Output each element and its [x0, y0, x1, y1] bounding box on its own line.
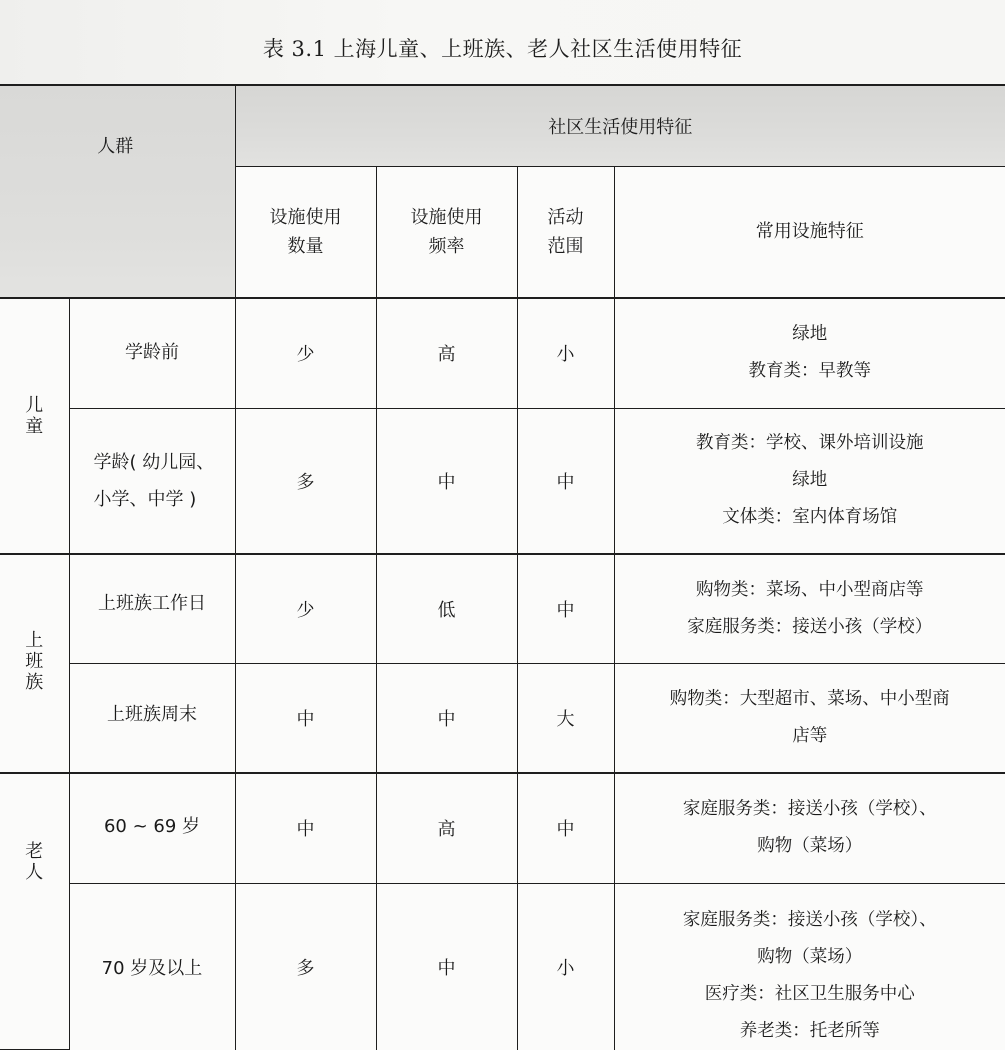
cell-quantity: 多: [235, 883, 376, 1050]
cell-range: 中: [517, 408, 614, 554]
header-common-facility-features: 常用设施特征: [614, 166, 1005, 298]
table-row: [0, 408, 1005, 554]
header-population-label: 人群: [97, 135, 134, 157]
header-facility-quantity: 设施使用 数量: [235, 166, 376, 298]
cell-frequency: 中: [376, 408, 517, 554]
cell-frequency: 高: [376, 773, 517, 883]
cell-features: 购物类：大型超市、菜场、中小型商 店等: [614, 663, 1005, 773]
cell-range: 大: [517, 663, 614, 773]
cell-range: 小: [517, 883, 614, 1050]
subgroup-preschool: 学龄前: [69, 298, 235, 408]
subgroup-workday: 上班族工作日: [69, 554, 235, 663]
subgroup-weekend: 上班族周末: [69, 663, 235, 773]
header-facility-frequency: 设施使用 频率: [376, 166, 517, 298]
table-row: [0, 773, 1005, 883]
usage-characteristics-table: [0, 84, 1005, 1050]
group-elderly: 老 人: [0, 773, 69, 1050]
table-row: [0, 554, 1005, 663]
cell-quantity: 少: [235, 298, 376, 408]
cell-features: 家庭服务类：接送小孩（学校）、 购物（菜场） 医疗类：社区卫生服务中心 养老类：托老所等: [614, 883, 1005, 1050]
cell-range: 中: [517, 554, 614, 663]
cell-range: 中: [517, 773, 614, 883]
cell-features: 教育类：学校、课外培训设施 绿地 文体类：室内体育场馆: [614, 408, 1005, 554]
cell-quantity: 少: [235, 554, 376, 663]
subgroup-age-60-69: 60 ~ 69 岁: [69, 773, 235, 883]
table-row: [0, 663, 1005, 773]
cell-quantity: 中: [235, 663, 376, 773]
header-activity-range: 活动 范围: [517, 166, 614, 298]
group-children: 儿 童: [0, 298, 69, 554]
cell-frequency: 低: [376, 554, 517, 663]
cell-features: 绿地 教育类：早教等: [614, 298, 1005, 408]
group-office-workers: 上 班 族: [0, 554, 69, 773]
cell-quantity: 中: [235, 773, 376, 883]
cell-features: 家庭服务类：接送小孩（学校）、 购物（菜场）: [614, 773, 1005, 883]
cell-quantity: 多: [235, 408, 376, 554]
table-caption: 表 3.1 上海儿童、上班族、老人社区生活使用特征: [262, 37, 743, 61]
cell-frequency: 高: [376, 298, 517, 408]
header-usage-characteristics: 社区生活使用特征: [235, 85, 1005, 166]
cell-frequency: 中: [376, 663, 517, 773]
cell-frequency: 中: [376, 883, 517, 1050]
subgroup-school-age: 学龄( 幼儿园、 小学、中学 ): [69, 408, 235, 554]
table-row: [0, 298, 1005, 408]
subgroup-age-70-plus: 70 岁及以上: [69, 883, 235, 1050]
header-population-group: [0, 85, 235, 298]
cell-range: 小: [517, 298, 614, 408]
cell-features: 购物类：菜场、中小型商店等 家庭服务类：接送小孩（学校）: [614, 554, 1005, 663]
table-row: [0, 883, 1005, 1050]
